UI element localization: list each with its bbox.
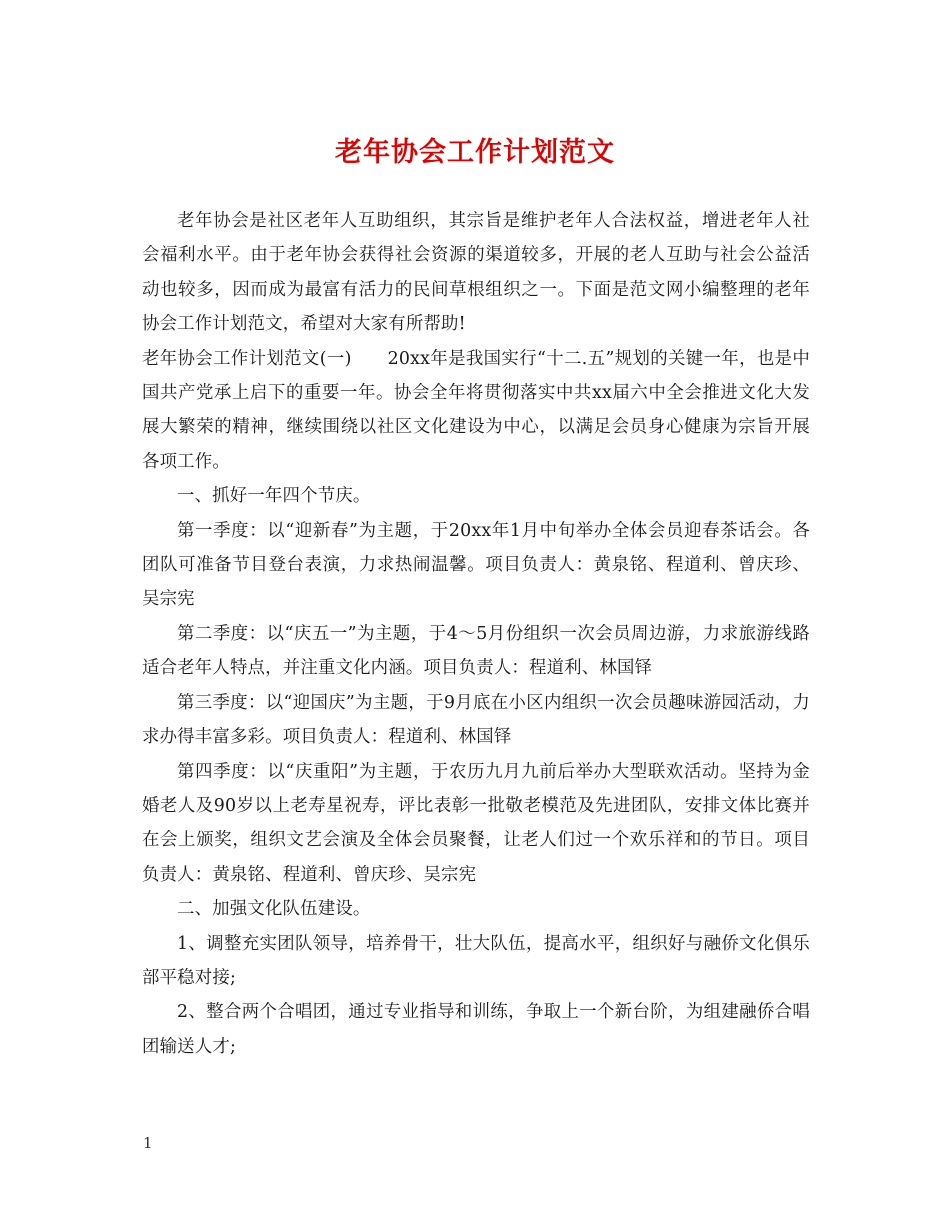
document-title: 老年协会工作计划范文 [335, 137, 615, 168]
paragraph-item-2: 二、加强文化队伍建设。 [177, 899, 371, 920]
paragraph-sub-1: 1、调整充实团队领导，培养骨干，壮大队伍，提高水平，组织好与融侨文化俱乐部平稳对接; [142, 933, 810, 988]
page-number: 1 [143, 1134, 153, 1152]
paragraph-sub-2: 2、整合两个合唱团，通过专业指导和训练，争取上一个新台阶，为组建融侨合唱团输送人才; [142, 1002, 810, 1057]
section-heading: 老年协会工作计划范文(一) [142, 348, 352, 369]
paragraph-q4: 第四季度：以“庆重阳”为主题，于农历九月九前后举办大型联欢活动。坚持为金婚老人及90岁以上老寿星祝寿，评比表彰一批敬老模范及先进团队，安排文体比赛并在会上颁奖，组织文艺会演及全体会员聚餐，让老人们过一个欢乐祥和的节日。项目负责人：黄泉铭、程道利、曾庆珍、吴宗宪 [142, 761, 810, 885]
paragraph-q3: 第三季度：以“迎国庆”为主题，于9月底在小区内组织一次会员趣味游园活动，力求办得丰富多彩。项目负责人：程道利、林国铎 [142, 692, 810, 748]
paragraph-q1: 第一季度：以“迎新春”为主题，于20xx年1月中旬举办全体会员迎春茶话会。各团队可准备节目登台表演，力求热闹温馨。项目负责人：黄泉铭、程道利、曾庆珍、吴宗宪 [142, 520, 810, 610]
paragraph-q2: 第二季度：以“庆五一”为主题，于4～5月份组织一次会员周边游，力求旅游线路适合老年人特点，并注重文化内涵。项目负责人：程道利、林国铎 [142, 623, 810, 679]
paragraph-item-1: 一、抓好一年四个节庆。 [177, 486, 371, 507]
paragraph-intro: 老年协会是社区老年人互助组织，其宗旨是维护老年人合法权益，增进老年人社会福利水平。由于老年协会获得社会资源的渠道较多，开展的老人互助与社会公益活动也较多，因而成为最富有活力的民间草根组织之一。下面是范文网小编整理的老年协会工作计划范文，希望对大家有所帮助! [142, 211, 810, 335]
paragraph-plan-one-text: 20xx年是我国实行“十二.五”规划的关键一年，也是中国共产党承上启下的重要一年。协会全年将贯彻落实中共xx届六中全会推进文化大发展大繁荣的精神，继续围绕以社区文化建设为中心，以满足会员身心健康为宗旨开展各项工作。 [142, 348, 811, 472]
document-body [142, 204, 810, 1064]
paragraph-plan-one [142, 342, 810, 480]
